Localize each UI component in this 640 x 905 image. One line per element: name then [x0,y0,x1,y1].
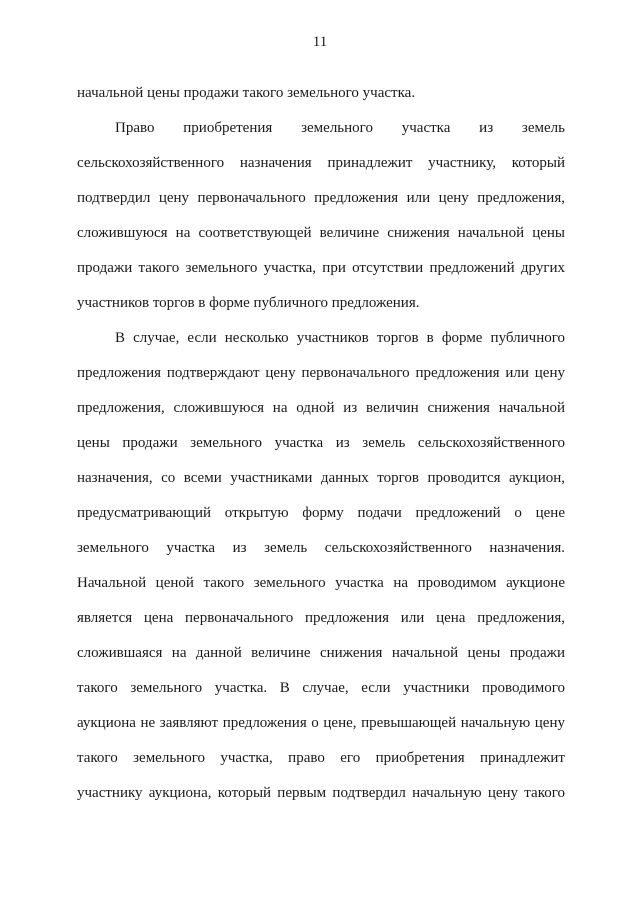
text-line: назначения, со всеми участниками данных торгов проводится аукцион, [77,470,565,486]
text-line: сложившаяся на данной величине снижения начальной цены продажи [77,645,565,661]
text-line: участнику аукциона, который первым подтвердил начальную цену такого [77,785,565,801]
text-line: предложения, сложившуюся на одной из величин снижения начальной [77,400,565,416]
text-line: земельного участка из земель сельскохозяйственного назначения. [77,540,565,556]
text-line: Право приобретения земельного участка из земель [115,120,565,136]
text-line: В случае, если несколько участников торгов в форме публичного [115,330,565,346]
text-line: начальной цены продажи такого земельного участка. [77,85,416,101]
text-line: аукциона не заявляют предложения о цене, превышающей начальную цену [77,715,565,731]
text-line: подтвердил цену первоначального предложения или цену предложения, [77,190,565,206]
text-line: такого земельного участка, право его приобретения принадлежит [77,750,565,766]
text-line: Начальной ценой такого земельного участка на проводимом аукционе [77,575,565,591]
text-line: предусматривающий открытую форму подачи предложений о цене [77,505,565,521]
text-line: продажи такого земельного участка, при отсутствии предложений других [77,260,565,276]
text-line: сложившуюся на соответствующей величине снижения начальной цены [77,225,565,241]
text-line: цены продажи земельного участка из земель сельскохозяйственного [77,435,565,451]
text-line: сельскохозяйственного назначения принадлежит участнику, который [77,155,565,171]
text-line: участников торгов в форме публичного предложения. [77,295,420,311]
page-number: 11 [312,34,328,50]
text-line: является цена первоначального предложения или цена предложения, [77,610,565,626]
text-line: такого земельного участка. В случае, если участники проводимого [77,680,565,696]
text-line: предложения подтверждают цену первоначального предложения или цену [77,365,565,381]
